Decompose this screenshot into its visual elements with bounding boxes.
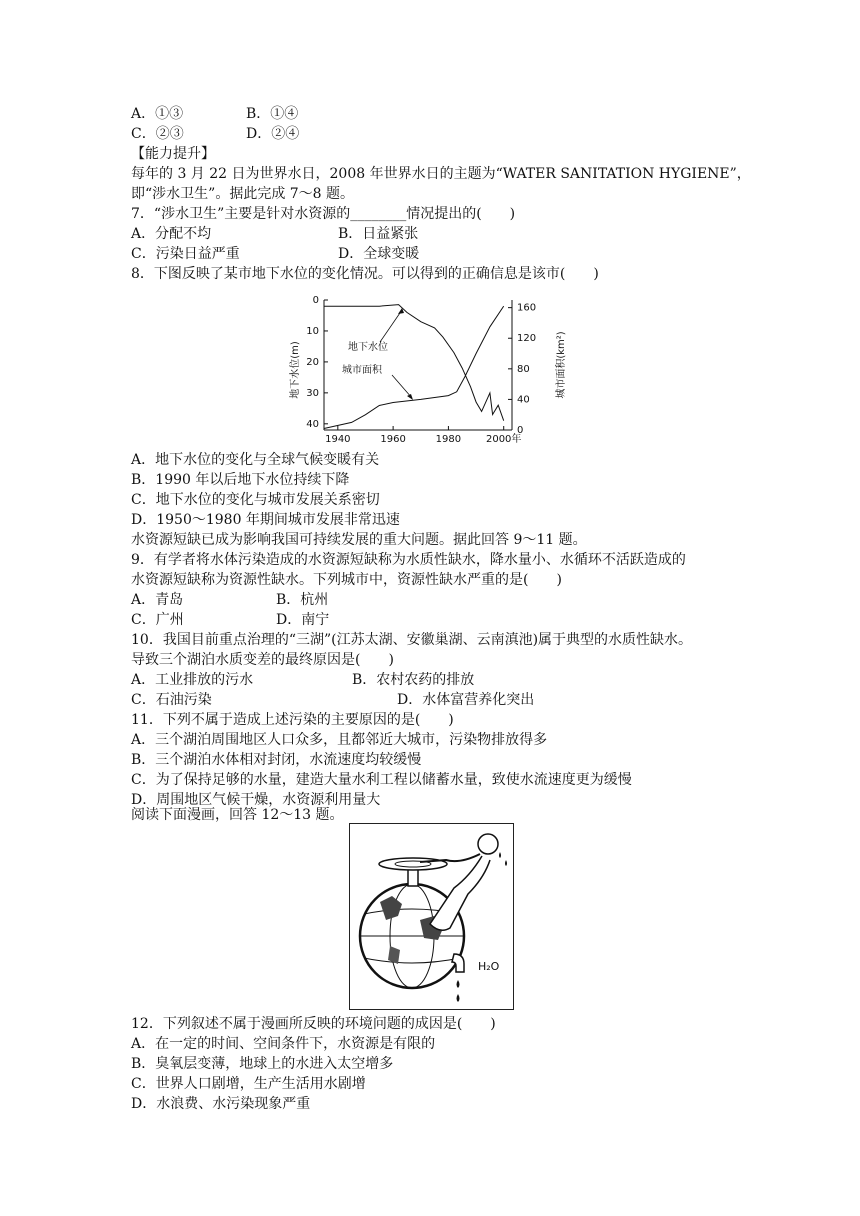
q7-option-a: A．分配不均	[131, 226, 212, 242]
y-left-tick-label: 0	[312, 295, 319, 306]
passage-12-13: 阅读下面漫画，回答 12～13 题。	[131, 807, 344, 823]
y-right-tick-label: 0	[517, 425, 524, 436]
q7-option-c: C．污染日益严重	[131, 246, 240, 262]
q6-option-b: B．①④	[246, 106, 299, 122]
y-left-tick-label: 20	[306, 356, 319, 368]
water-cartoon	[349, 823, 514, 1010]
q10-stem-1: 10．我国目前重点治理的“三湖”(江苏太湖、安徽巢湖、云南滇池)属于典型的水质性缺水。	[131, 632, 693, 648]
q7-option-d: D．全球变暖	[338, 246, 420, 262]
q11-option-d: D．周围地区气候干燥，水资源利用量大	[131, 792, 381, 808]
q11-option-b: B．三个湖泊水体相对封闭，水流速度均较缓慢	[131, 752, 422, 768]
y-left-tick-label: 30	[306, 387, 319, 399]
x-tick-label: 2000年	[485, 434, 522, 445]
x-tick-label: 1940	[325, 434, 351, 445]
q11-option-a: A．三个湖泊周围地区人口众多，且都邻近大城市，污染物排放得多	[131, 732, 548, 748]
q12-option-b: B．臭氧层变薄，地球上的水进入太空增多	[131, 1056, 394, 1072]
annotation-arrow-groundwater	[380, 310, 402, 342]
q9-stem-2: 水资源短缺称为资源性缺水。下列城市中，资源性缺水严重的是( )	[131, 572, 562, 588]
y-right-tick-label: 80	[517, 363, 530, 375]
series-groundwater-line	[324, 305, 504, 421]
q10-option-c: C．石油污染	[131, 692, 212, 708]
q7-stem: 7．“涉水卫生”主要是针对水资源的________情况提出的( )	[131, 206, 516, 222]
q11-option-c: C．为了保持足够的水量，建造大量水利工程以储蓄水量，致使水流速度更为缓慢	[131, 772, 632, 788]
q8-stem: 8．下图反映了某市地下水位的变化情况。可以得到的正确信息是该市( )	[131, 266, 599, 282]
q8-option-c: C．地下水位的变化与城市发展关系密切	[131, 492, 380, 508]
q9-stem-1: 9．有学者将水体污染造成的水资源短缺称为水质性缺水，降水量小、水循环不活跃造成的	[131, 552, 686, 568]
groundwater-chart	[280, 290, 570, 448]
q12-option-a: A．在一定的时间、空间条件下，水资源是有限的	[131, 1036, 436, 1052]
y-right-tick-label: 160	[517, 302, 537, 314]
q10-option-d: D．水体富营养化突出	[397, 692, 535, 708]
intro-line-1: 每年的 3 月 22 日为世界水日，2008 年世界水日的主题为“WATER SANITATION HYGIENE”，	[131, 166, 751, 182]
intro-line-2: 即“涉水卫生”。据此完成 7～8 题。	[131, 186, 355, 202]
q6-option-c: C．②③	[131, 126, 184, 142]
q8-option-d: D．1950～1980 年期间城市发展非常迅速	[131, 512, 400, 528]
annotation-groundwater: 地下水位	[348, 342, 388, 353]
passage-9-11: 水资源短缺已成为影响我国可持续发展的重大问题。据此回答 9～11 题。	[131, 532, 587, 548]
q10-stem-2: 导致三个湖泊水质变差的最终原因是( )	[131, 652, 394, 668]
x-tick-label: 1980	[435, 434, 462, 445]
q8-option-b: B．1990 年以后地下水位持续下降	[131, 472, 350, 488]
annotation-arrowhead-area	[407, 394, 413, 400]
q9-option-c: C．广州	[131, 612, 184, 628]
q8-option-a: A．地下水位的变化与全球气候变暖有关	[131, 452, 380, 468]
q10-option-b: B．农村农药的排放	[352, 672, 475, 688]
q9-option-d: D．南宁	[276, 612, 330, 628]
q7-option-b: B．日益紧张	[338, 226, 419, 242]
annotation-city-area: 城市面积	[342, 365, 382, 376]
cartoon-h2o-label: H₂O	[478, 960, 500, 973]
chart-ticks	[306, 295, 536, 445]
y-left-tick-label: 10	[306, 325, 319, 337]
q11-stem: 11．下列不属于造成上述污染的主要原因的是( )	[131, 712, 454, 728]
y-right-tick-label: 40	[517, 394, 530, 406]
annotation-arrow-area	[392, 375, 412, 398]
y-left-label: 地下水位(m)	[290, 341, 301, 399]
y-right-label: 城市面积(km²)	[556, 331, 567, 399]
cartoon-drawing	[350, 824, 513, 1009]
q10-option-a: A．工业排放的污水	[131, 672, 254, 688]
q12-option-d: D．水浪费、水污染现象严重	[131, 1096, 311, 1112]
q12-option-c: C．世界人口剧增，生产生活用水剧增	[131, 1076, 366, 1092]
q6-option-d: D．②④	[246, 126, 300, 142]
y-left-tick-label: 40	[306, 418, 319, 430]
q12-stem: 12．下列叙述不属于漫画所反映的环境问题的成因是( )	[131, 1016, 496, 1032]
q6-option-a: A．①③	[131, 106, 184, 122]
x-tick-label: 1960	[380, 434, 406, 445]
q9-option-a: A．青岛	[131, 592, 184, 608]
section-title: 【能力提升】	[131, 146, 215, 162]
y-right-tick-label: 120	[517, 333, 537, 345]
q9-option-b: B．杭州	[276, 592, 329, 608]
